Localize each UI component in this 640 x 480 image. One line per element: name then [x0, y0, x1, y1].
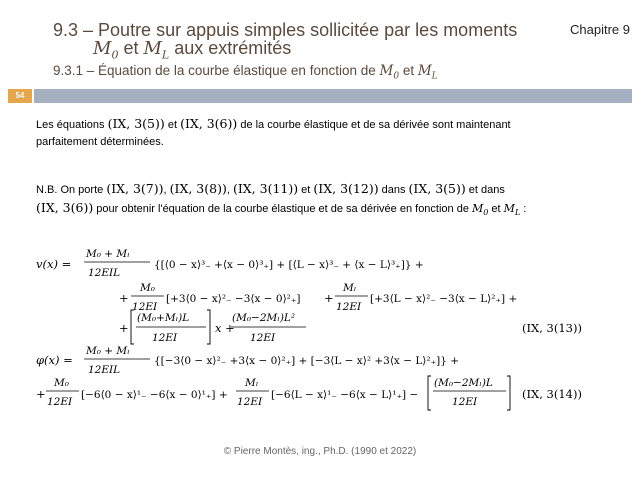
note-line-2: (IX, 3(6)) pour obtenir l'équation de la courbe élastique et de sa dérivée en fonction de $M_0$ et $M_L$ : [36, 200, 527, 218]
v-frac2-num: M₀ [140, 282, 155, 294]
v-lhs: v(x) = [36, 257, 72, 271]
phi-line1-bracket: {[−3⟨0 − x⟩²₋ +3⟨x − 0⟩²₊] + [−3⟨L − x⟩² +3⟨x − L⟩²₊]} + [154, 355, 460, 367]
v-line3-plus: + [119, 321, 129, 335]
v-frac5-den: 12EI [250, 332, 276, 344]
phi-frac2-den: 12EI [47, 396, 73, 408]
v-line2-bracket-a: [+3⟨0 − x⟩²₋ −3⟨x − 0⟩²₊] [166, 293, 301, 305]
v-line3-x: x + [215, 321, 235, 335]
page-title: 9.3 – Poutre sur appuis simples sollicitée par les moments [53, 20, 518, 40]
phi-line2-bracket-b: [−6⟨L − x⟩¹₋ −6⟨x − L⟩¹₊] − [271, 389, 419, 401]
v-frac1-num: M₀ + Mₗ [86, 248, 130, 260]
section-subtitle: 9.3.1 – Équation de la courbe élastique en fonction de $M_0$ et $M_L$ [53, 63, 438, 82]
eq-ref-13: (IX, 3(13)) [522, 321, 582, 335]
v-line2-plus-b: + [324, 291, 334, 305]
intro-line-2: parfaitement déterminées. [36, 136, 164, 148]
phi-line2-bracket-a: [−6⟨0 − x⟩¹₋ −6⟨x − 0⟩¹₊] + [81, 389, 228, 401]
phi-frac2-num: M₀ [54, 377, 69, 389]
v-frac1-den: 12EIL [88, 267, 121, 279]
v-frac3-num: Mₗ [343, 282, 357, 294]
v-line2-plus: + [119, 291, 129, 305]
v-frac3-den: 12EI [336, 301, 362, 313]
note-line-1: N.B. On porte (IX, 3(7)), (IX, 3(8)), (IX, 3(11)) et (IX, 3(12)) dans (IX, 3(5)) et dans [36, 181, 505, 196]
slide-number: 54 [8, 89, 32, 103]
chapter-label: Chapitre 9 [570, 22, 630, 37]
phi-frac3-num: Mₗ [245, 377, 259, 389]
phi-frac3-den: 12EI [237, 396, 263, 408]
v-line3-rbracket [207, 310, 210, 344]
phi-lhs: φ(x) = [36, 353, 73, 367]
phi-line2-lbracket [428, 376, 431, 410]
intro-line-1: Les équations (IX, 3(5)) et (IX, 3(6)) de la courbe élastique et de sa dérivée sont maintenant [36, 116, 511, 131]
v-line1-bracket: {[⟨0 − x⟩³₋ +⟨x − 0⟩³₊] + [⟨L − x⟩³₋ + ⟨x − L⟩³₊]} + [154, 259, 424, 271]
v-frac2-den: 12EI [132, 301, 158, 313]
page-title-line2: $M_0$ et $M_L$ aux extrémités [93, 38, 292, 62]
phi-frac4-den: 12EI [452, 396, 478, 408]
phi-line2-plus: + [36, 387, 46, 401]
v-frac4-den: 12EI [152, 332, 178, 344]
phi-frac4-num: (M₀−2Mₗ)L [434, 377, 493, 389]
eq-ref-14: (IX, 3(14)) [522, 387, 582, 401]
footer-copyright: © Pierre Montès, ing., Ph.D. (1990 et 2022) [223, 446, 417, 457]
phi-frac1-den: 12EIL [88, 364, 121, 376]
v-line2-bracket-b: [+3⟨L − x⟩²₋ −3⟨x − L⟩²₊] + [370, 293, 518, 305]
v-frac5-num: (M₀−2Mₗ)L² [232, 312, 296, 324]
phi-line2-rbracket [507, 376, 510, 410]
v-line3-lbracket [131, 310, 134, 344]
phi-frac1-num: M₀ + Mₗ [86, 345, 130, 357]
v-frac4-num: (M₀+Mₗ)L [137, 312, 190, 324]
